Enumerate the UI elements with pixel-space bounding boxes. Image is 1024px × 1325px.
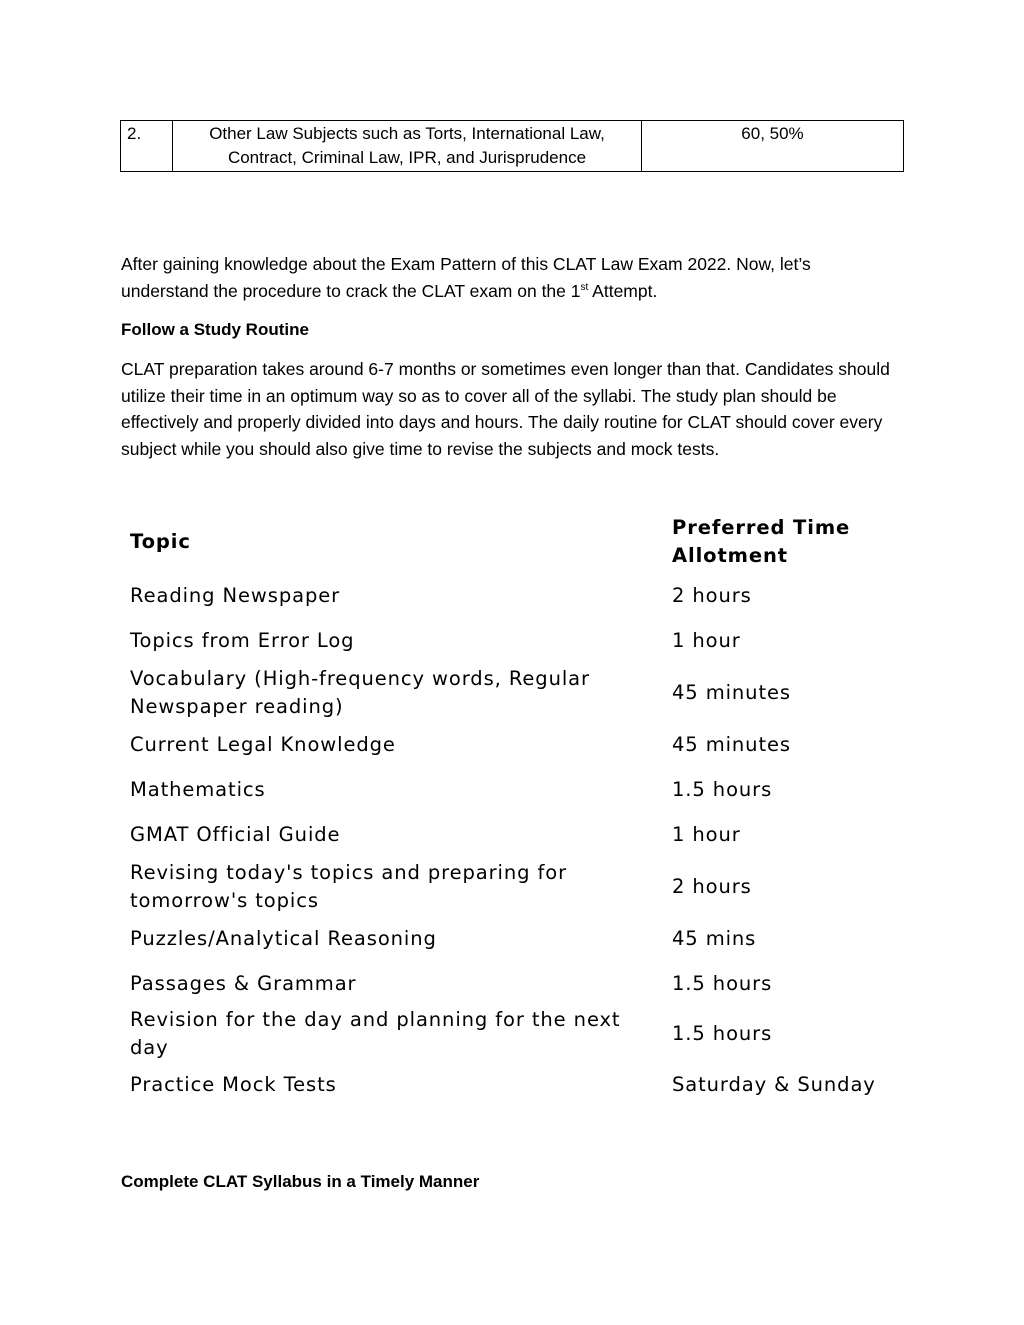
- marks-cell: 60, 50%: [642, 121, 904, 172]
- time-cell: 1 hour: [672, 822, 741, 846]
- topic-cell: GMAT Official Guide: [130, 822, 341, 846]
- exam-pattern-table-fragment: [120, 120, 904, 172]
- table-row: [121, 1006, 891, 1062]
- table-header-row: [121, 510, 891, 573]
- intro-paragraph: [121, 251, 891, 304]
- topic-cell: Puzzles/Analytical Reasoning: [130, 926, 437, 950]
- topic-cell: Revision for the day and planning for the next day: [130, 1008, 621, 1059]
- time-cell: 1.5 hours: [672, 1022, 773, 1045]
- topic-cell: Reading Newspaper: [130, 583, 341, 607]
- table-row: [121, 663, 891, 722]
- row-number: 2.: [121, 121, 173, 172]
- subject-cell: [173, 121, 642, 172]
- table-row: [121, 618, 891, 663]
- table-row: [121, 1062, 891, 1107]
- topic-cell: Mathematics: [130, 777, 266, 801]
- table-row: [121, 722, 891, 767]
- study-routine-paragraph: CLAT preparation takes around 6-7 months or sometimes even longer than that. Candidates should utilize their time in an optimum way so as to cover all of the syllabi. The study plan should be effectively and properly divided into days and hours. The daily routine for CLAT should cover every subject while you should also give time to revise the subjects and mock tests.: [121, 359, 890, 459]
- time-cell: Saturday & Sunday: [672, 1072, 876, 1096]
- time-cell: 1.5 hours: [672, 777, 773, 801]
- time-cell: 1 hour: [672, 628, 741, 652]
- time-cell: 1.5 hours: [672, 971, 773, 995]
- header-topic: Topic: [130, 529, 191, 553]
- syllabus-heading: Complete CLAT Syllabus in a Timely Manner: [121, 1172, 480, 1191]
- ordinal-superscript: st: [580, 281, 589, 293]
- time-cell: 45 mins: [672, 926, 757, 950]
- table-row: [121, 812, 891, 857]
- time-cell: 2 hours: [672, 583, 752, 607]
- study-routine-heading: Follow a Study Routine: [121, 320, 309, 339]
- topic-cell: Topics from Error Log: [130, 628, 355, 652]
- time-cell: 45 minutes: [672, 680, 791, 704]
- table-row: [121, 767, 891, 812]
- topic-cell: Practice Mock Tests: [130, 1072, 337, 1096]
- intro-text-end: Attempt.: [588, 280, 658, 301]
- table-row: [121, 121, 904, 172]
- topic-cell: Revising today's topics and preparing for tomorrow's topics: [130, 860, 568, 912]
- table-row: [121, 857, 891, 916]
- subject-line-2: Contract, Criminal Law, IPR, and Jurisprudence: [227, 148, 587, 167]
- time-cell: 2 hours: [672, 874, 752, 898]
- topic-cell: Current Legal Knowledge: [130, 732, 396, 756]
- table-row: [121, 573, 891, 618]
- topic-cell: Vocabulary (High-frequency words, Regular Newspaper reading): [130, 666, 590, 718]
- study-routine-table: [121, 510, 891, 1107]
- topic-cell: Passages & Grammar: [130, 971, 357, 995]
- time-cell: 45 minutes: [672, 732, 791, 756]
- table-row: [121, 961, 891, 1006]
- subject-line-1: Other Law Subjects such as Torts, International Law,: [209, 124, 605, 143]
- intro-text: After gaining knowledge about the Exam Pattern of this CLAT Law Exam 2022. Now, let’s understand the procedure to crack the CLAT exam on the 1: [121, 254, 811, 301]
- header-time: Preferred Time Allotment: [672, 515, 851, 567]
- table-row: [121, 916, 891, 961]
